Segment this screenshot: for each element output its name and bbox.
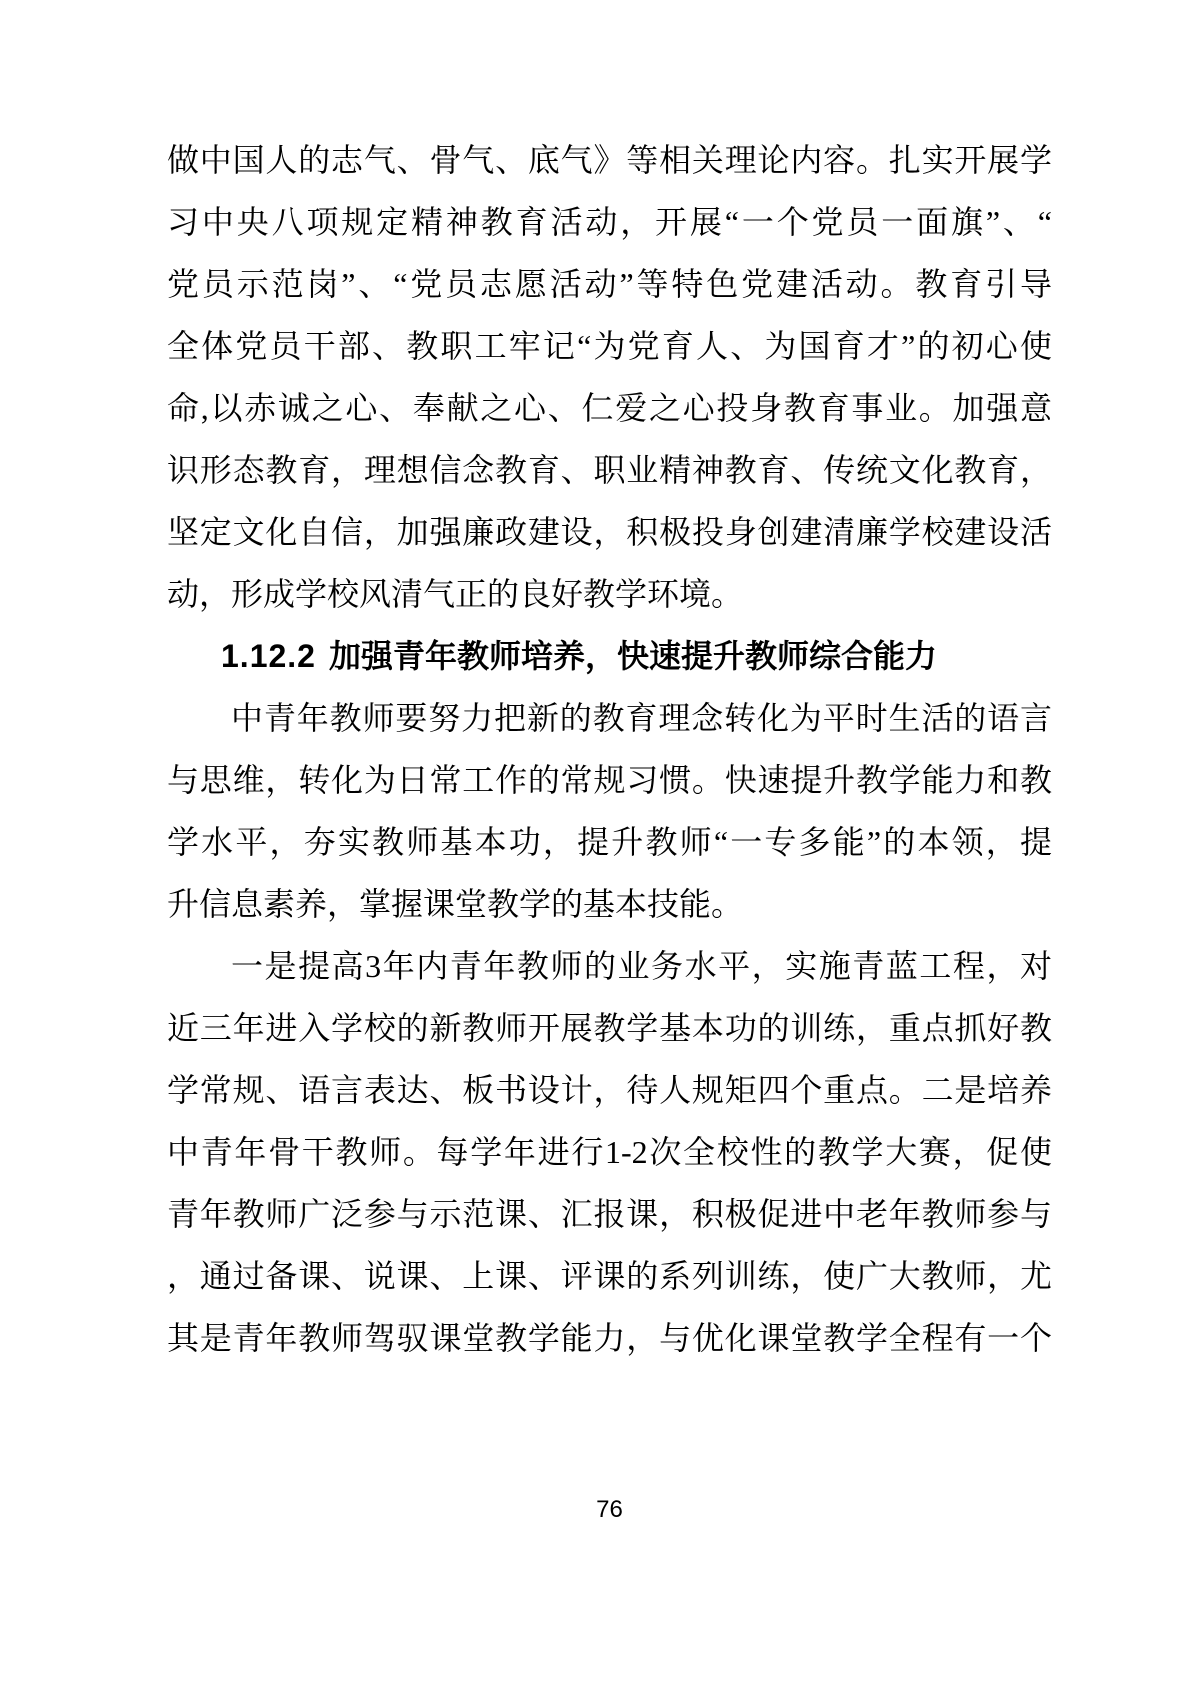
- section-number: 1.12.2: [221, 638, 316, 674]
- text-line: 升信息素养，掌握课堂教学的基本技能。: [167, 886, 744, 922]
- text-line: 青年教师广泛参与示范课、汇报课，积极促进中老年教师参与: [167, 1196, 1052, 1232]
- text-line: 其是青年教师驾驭课堂教学能力，与优化课堂教学全程有一个: [167, 1320, 1052, 1356]
- text-line: 坚定文化自信，加强廉政建设，积极投身创建清廉学校建设活: [167, 514, 1052, 550]
- text-line: 中青年骨干教师。每学年进行1-2次全校性的教学大赛，促使: [167, 1134, 1052, 1170]
- text-line: ，通过备课、说课、上课、评课的系列训练，使广大教师，尤: [167, 1258, 1052, 1294]
- text-line: 命,以赤诚之心、奉献之心、仁爱之心投身教育事业。加强意: [167, 390, 1052, 426]
- text-line: 一是提高3年内青年教师的业务水平，实施青蓝工程，对: [231, 948, 1052, 984]
- text-line: 与思维，转化为日常工作的常规习惯。快速提升教学能力和教: [167, 762, 1052, 798]
- text-line: 近三年进入学校的新教师开展教学基本功的训练，重点抓好教: [167, 1010, 1052, 1046]
- text-line: 全体党员干部、教职工牢记“为党育人、为国育才”的初心使: [167, 328, 1052, 364]
- text-line: 习中央八项规定精神教育活动，开展“一个党员一面旗”、“: [167, 204, 1052, 240]
- section-title: 加强青年教师培养，快速提升教师综合能力: [328, 638, 937, 674]
- text-line: 党员示范岗”、“党员志愿活动”等特色党建活动。教育引导: [167, 266, 1052, 302]
- text-body: [167, 129, 1052, 1369]
- text-line: 识形态教育，理想信念教育、职业精神教育、传统文化教育，: [167, 452, 1052, 488]
- section-heading: [167, 625, 1052, 687]
- page-number: 76: [596, 1496, 623, 1523]
- text-line: 学常规、语言表达、板书设计，待人规矩四个重点。二是培养: [167, 1072, 1052, 1108]
- text-line: 学水平，夯实教师基本功，提升教师“一专多能”的本领，提: [167, 824, 1052, 860]
- text-line: 做中国人的志气、骨气、底气》等相关理论内容。扎实开展学: [167, 142, 1052, 178]
- text-line: 动，形成学校风清气正的良好教学环境。: [167, 576, 744, 612]
- text-line: 中青年教师要努力把新的教育理念转化为平时生活的语言: [231, 700, 1052, 736]
